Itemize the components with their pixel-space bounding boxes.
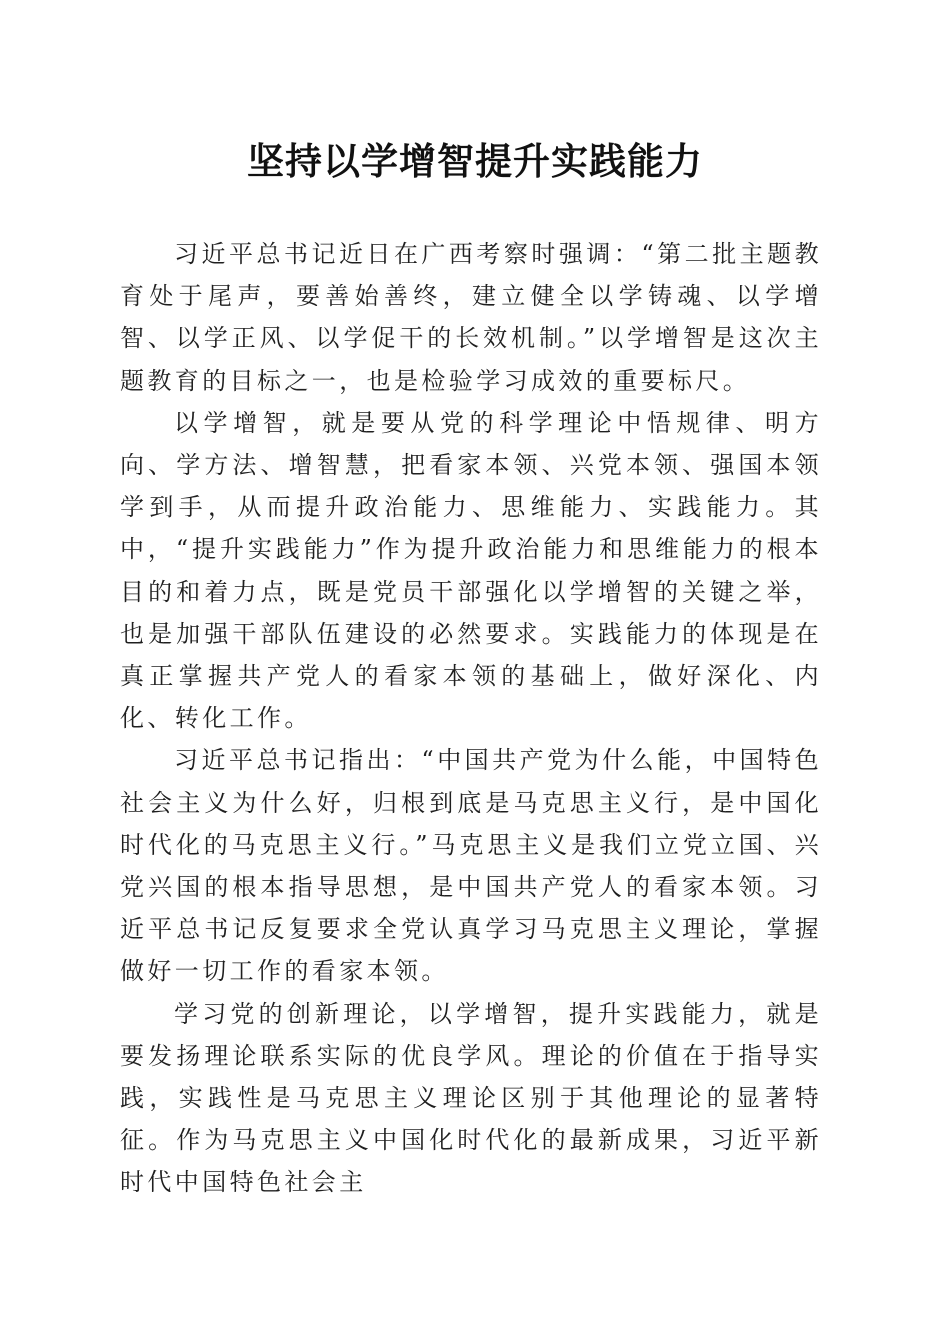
paragraph: 习近平总书记指出：“中国共产党为什么能，中国特色社会主义为什么好，归根到底是马克思主义行，是中国化时代化的马克思主义行。”马克思主义是我们立党立国、兴党兴国的根本指导思想，是中国共产党人的看家本领。习近平总书记反复要求全党认真学习马克思主义理论，掌握做好一切工作的看家本领。 <box>120 746 822 986</box>
paragraph: 学习党的创新理论，以学增智，提升实践能力，就是要发扬理论联系实际的优良学风。理论的价值在于指导实践，实践性是马克思主义理论区别于其他理论的显著特征。作为马克思主义中国化时代化的最新成果，习近平新时代中国特色社会主 <box>120 999 822 1197</box>
paragraph: 以学增智，就是要从党的科学理论中悟规律、明方向、学方法、增智慧，把看家本领、兴党本领、强国本领学到手，从而提升政治能力、思维能力、实践能力。其中，“提升实践能力”作为提升政治能力和思维能力的根本目的和着力点，既是党员干部强化以学增智的关键之举，也是加强干部队伍建设的必然要求。实践能力的体现是在真正掌握共产党人的看家本领的基础上，做好深化、内化、转化工作。 <box>120 408 822 733</box>
document-title: 坚持以学增智提升实践能力 <box>247 139 703 183</box>
document-body <box>120 233 822 1204</box>
paragraph: 习近平总书记近日在广西考察时强调：“第二批主题教育处于尾声，要善始善终，建立健全以学铸魂、以学增智、以学正风、以学促干的长效机制。”以学增智是这次主题教育的目标之一，也是检验学习成效的重要标尺。 <box>120 240 822 395</box>
